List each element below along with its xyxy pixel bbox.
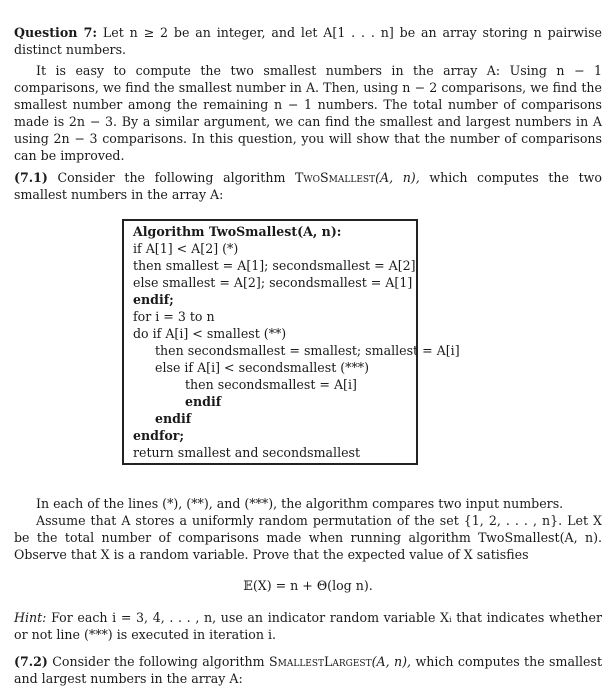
- algorithm-line: for i = 3 to n: [133, 309, 215, 324]
- algo-name: TwoSmallest: [295, 170, 376, 185]
- algorithm-line: else if A[i] < secondsmallest (***): [155, 360, 369, 375]
- algorithm-title: Algorithm TwoSmallest(A, n):: [133, 224, 342, 239]
- algorithm-line: do if A[i] < smallest (**): [133, 326, 287, 341]
- part-7-2-intro: (7.2) Consider the following algorithm SmallestLargest(A, n), which computes the smallest and largest numbers in the array A:: [14, 654, 603, 686]
- part-7-1-label: (7.1): [14, 170, 48, 185]
- algorithm-return-line: return smallest and secondsmallest: [133, 445, 361, 460]
- question-intro: [14, 25, 602, 59]
- hint: [14, 610, 602, 644]
- algorithm-line: then secondsmallest = smallest; smallest = A[i]: [155, 343, 460, 358]
- algorithm-box: [122, 219, 460, 465]
- algorithm-line: endif;: [133, 292, 174, 307]
- expected-value-equation: 𝔼(X) = n + Θ(log n).: [243, 578, 373, 593]
- context-paragraph: It is easy to compute the two smallest numbers in the array A: Using n − 1 comparisons, we find the smallest number in A. Then, using n − 2 comparisons, we find the smallest number among the remaining n − 1 numbers. The total number of comparisons made is 2n − 3. By a similar argument, we can find the smallest and largest numbers in A using 2n − 3 comparisons. In this question, you will show that the number of comparisons can be improved.: [14, 63, 602, 163]
- problem-statement: Assume that A stores a uniformly random permutation of the set {1, 2, . . . , n}. Let X be the total number of comparisons made when running algorithm TwoSmallest(A, n). Observe that X is a random variable. Prove that the expected value of X satisfies: [14, 513, 602, 562]
- algorithm-line: endif: [185, 394, 222, 409]
- hint-text: For each i = 3, 4, . . . , n, use an indicator random variable Xᵢ that indicates whether or not line (***) is executed in iteration i.: [14, 610, 602, 642]
- question-intro-text: Let n ≥ 2 be an integer, and let A[1 . . . n] be an array storing n pairwise distinct numbers.: [14, 25, 602, 57]
- part-7-2-label: (7.2): [14, 654, 48, 669]
- algorithm-line: endfor;: [133, 428, 185, 443]
- algorithm-line: else smallest = A[2]; secondsmallest = A[1]: [133, 275, 413, 290]
- part-7-1-intro: (7.1) Consider the following algorithm TwoSmallest(A, n), which computes the two smallest numbers in the array A:: [14, 170, 602, 202]
- algorithm-line: if A[1] < A[2] (*): [133, 241, 239, 256]
- algorithm-line: endif: [155, 411, 192, 426]
- algorithm-line: then secondsmallest = A[i]: [185, 377, 357, 392]
- algo-name-2: SmallestLargest: [269, 654, 372, 669]
- comparison-note: In each of the lines (*), (**), and (***), the algorithm compares two input numbers.: [36, 496, 564, 511]
- question-label: Question 7:: [14, 25, 98, 40]
- algorithm-line: then smallest = A[1]; secondsmallest = A[2]: [133, 258, 416, 273]
- hint-label: Hint:: [14, 610, 47, 625]
